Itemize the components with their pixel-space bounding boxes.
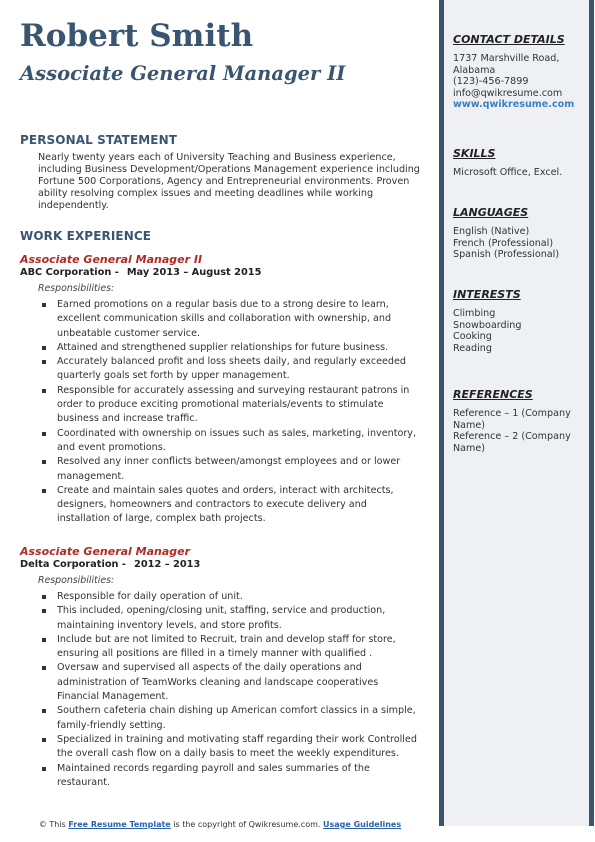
responsibilities-list [20, 298, 425, 527]
contact-heading: CONTACT DETAILS [453, 33, 565, 46]
list-item: Maintained records regarding payroll and sales summaries of the restaurant. [57, 762, 422, 791]
free-resume-template-link[interactable]: Free Resume Template [68, 820, 171, 829]
interests-section [453, 288, 585, 354]
job-entry-2 [20, 545, 425, 790]
contact-section [453, 33, 585, 111]
interest-item: Cooking [453, 331, 492, 343]
usage-guidelines-link[interactable]: Usage Guidelines [322, 820, 402, 829]
list-item: Accurately balanced profit and loss sheets daily, and regularly exceeded quarterly goals set forth by upper management. [57, 355, 422, 384]
interest-item: Snowboarding [453, 319, 522, 331]
skills-heading: SKILLS [453, 147, 496, 160]
personal-statement-text: Nearly twenty years each of University Teaching and Business experience, including Business Development/Operations Management experience including Fortune 500 Corporations, Agency and Entrepreneurial environments. Proven ability resolving complex issues and meeting deadlines while working independently. [38, 152, 420, 211]
list-item: Responsible for daily operation of unit. [57, 590, 422, 604]
job-title: Associate General Manager II [20, 253, 203, 266]
language-item: Spanish (Professional) [453, 249, 560, 261]
list-item: Coordinated with ownership on issues such as sales, marketing, inventory, and event promotions. [57, 427, 422, 456]
responsibilities-list [20, 590, 425, 790]
work-experience-heading: WORK EXPERIENCE [20, 229, 152, 243]
list-item: Responsible for accurately assessing and surveying restaurant patrons in order to produce exciting promotional materials/events to stimulate business and increase traffic. [57, 384, 422, 427]
footer-prefix: © This [38, 820, 66, 829]
job-dates: 2012 – 2013 [134, 559, 201, 570]
list-item: Include but are not limited to Recruit, train and develop staff for store, ensuring all positions are filled in a timely manner with qualified . [57, 633, 422, 662]
responsibilities-label: Responsibilities: [38, 283, 115, 294]
interest-item: Climbing [453, 308, 496, 319]
references-section [453, 388, 585, 454]
list-item: Create and maintain sales quotes and orders, interact with architects, designers, homeowners and contractors to execute delivery and installation of large, complex bath projects. [57, 484, 422, 527]
job-company-line [20, 558, 425, 571]
list-item: This included, opening/closing unit, staffing, service and production, maintaining inventory levels, and store profits. [57, 604, 422, 633]
candidate-name: Robert Smith [20, 18, 254, 54]
language-item: French (Professional) [453, 237, 554, 249]
footer-copyright-text: is the copyright of Qwikresume.com. [173, 820, 321, 829]
contact-phone: (123)-456-7899 [453, 76, 529, 88]
contact-address: 1737 Marshville Road, Alabama [453, 53, 560, 76]
reference-item: Reference – 2 (Company Name) [453, 431, 571, 454]
list-item: Attained and strengthened supplier relationships for future business. [57, 341, 422, 355]
job-company-line [20, 266, 425, 279]
skill-item: Microsoft Office, Excel. [453, 167, 563, 178]
skills-section [453, 147, 585, 179]
list-item: Earned promotions on a regular basis due to a strong desire to learn, excellent communication skills and collaboration with ownership, and unbeatable customer service. [57, 298, 422, 341]
list-item: Southern cafeteria chain dishing up American comfort classics in a simple, family-friendly setting. [57, 704, 422, 733]
main-column [20, 18, 425, 788]
personal-statement-heading: PERSONAL STATEMENT [20, 133, 178, 147]
candidate-title: Associate General Manager II [20, 62, 346, 85]
sidebar [439, 0, 594, 826]
list-item: Resolved any inner conflicts between/amongst employees and or lower management. [57, 455, 422, 484]
job-entry-1 [20, 253, 425, 527]
contact-email[interactable]: info@qwikresume.com [453, 87, 563, 99]
list-item: Oversaw and supervised all aspects of the daily operations and administration of TeamWorks cleaning and landscape cooperatives Financial Management. [57, 661, 422, 704]
footer [0, 820, 440, 830]
job-company: Delta Corporation - [20, 559, 127, 570]
language-item: English (Native) [453, 226, 530, 237]
reference-item: Reference – 1 (Company Name) [453, 408, 571, 431]
references-heading: REFERENCES [453, 388, 533, 401]
languages-heading: LANGUAGES [453, 206, 529, 219]
interests-heading: INTERESTS [453, 288, 521, 301]
job-dates: May 2013 – August 2015 [126, 267, 262, 278]
list-item: Specialized in training and motivating staff regarding their work Controlled the overall cash flow on a daily basis to meet the weekly expenditures. [57, 733, 422, 762]
job-company: ABC Corporation - [20, 267, 119, 278]
responsibilities-label: Responsibilities: [38, 575, 115, 586]
contact-website-link[interactable]: www.qwikresume.com [453, 99, 575, 111]
interest-item: Reading [453, 342, 492, 354]
languages-section [453, 206, 585, 261]
job-title: Associate General Manager [20, 545, 191, 558]
